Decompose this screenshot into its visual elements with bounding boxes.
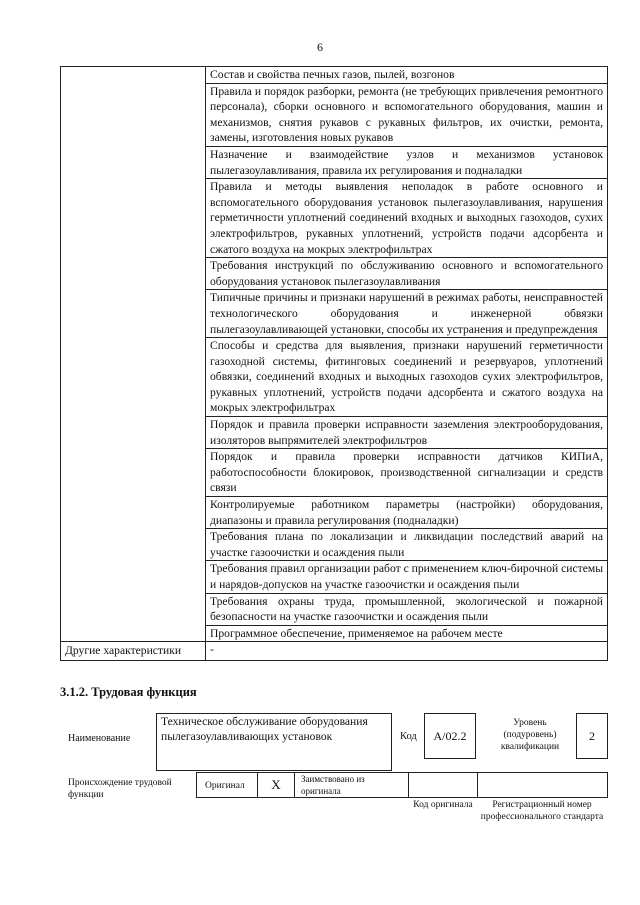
knowledge-item: Требования охраны труда, промышленной, экологической и пожарной безопасности на участке газоочистки и осаждения пыли — [206, 593, 608, 625]
level-label: Уровень (подуровень) квалификации — [500, 718, 560, 752]
reg-number-label: Регистрационный номер профессионального стандарта — [480, 800, 604, 822]
function-name-box: Техническое обслуживание оборудования пылегазоулавливающих установок — [156, 713, 392, 771]
knowledge-item: Программное обеспечение, применяемое на рабочем месте — [206, 625, 608, 642]
knowledge-item: Порядок и правила проверки исправности датчиков КИПиА, работоспособности блокировок, производственной сигнализации и средств связи — [206, 449, 608, 497]
knowledge-item: Требования правил организации работ с применением ключ-бирочной системы и нарядов-допусков на участке газоочистки и осаждения пыли — [206, 561, 608, 593]
requirements-table — [60, 66, 608, 661]
original-label: Оригинал — [205, 781, 245, 791]
code-original-label: Код оригинала — [413, 800, 473, 810]
original-mark: X — [271, 777, 281, 792]
knowledge-item: Требования плана по локализации и ликвидации последствий аварий на участке газоочистки и осаждения пыли — [206, 529, 608, 561]
section-title: 3.1.2. Трудовая функция — [60, 685, 197, 699]
reg-number-cell — [477, 772, 608, 798]
code-value-box: A/02.2 — [424, 713, 476, 759]
borrowed-label-cell — [294, 772, 409, 798]
table-row — [61, 67, 608, 84]
knowledge-item: Способы и средства для выявления, признаки нарушений герметичности газоходной системы, фитинговых соединений и резервуаров, уплотнений обвязки, соединений входных и выходных газоходов сухих электрофильтров, рукавных уплотнений, устройств подачи адсорбента и сжатого воздуха на мокрых электрофильтрах — [206, 338, 608, 417]
name-label: Наименование — [68, 733, 131, 744]
knowledge-item: Назначение и взаимодействие узлов и механизмов установок пылегазоулавливания, правила их регулирования и подналадки — [206, 146, 608, 178]
knowledge-item: Состав и свойства печных газов, пылей, возгонов — [206, 67, 608, 84]
table-row — [61, 642, 608, 661]
origin-label: Происхождение трудовой функции — [68, 778, 172, 800]
knowledge-item: Типичные причины и признаки нарушений в режимах работы, неисправностей технологического оборудования и инженерной обвязки пылегазоулавливающей установки, способы их устранения и предупреждения — [206, 290, 608, 338]
level-value-box: 2 — [576, 713, 608, 759]
code-label: Код — [400, 731, 417, 742]
other-characteristics-value: - — [206, 642, 608, 661]
page-number: 6 — [317, 40, 323, 54]
knowledge-item: Порядок и правила проверки исправности заземления электрооборудования, изоляторов выпрямителей электрофильтров — [206, 417, 608, 449]
original-label-cell — [196, 772, 258, 798]
other-characteristics-label: Другие характеристики — [61, 642, 206, 661]
knowledge-label-cell — [61, 67, 206, 642]
knowledge-item: Правила и методы выявления неполадок в работе основного и вспомогательного оборудования установок пылегазоулавливания, нарушения герметичности уплотнений соединений входных и выходных газоходов, сухих электрофильтров, рукавных уплотнений, устройств подачи адсорбента и сжатого воздуха на мокрых электрофильтрах — [206, 179, 608, 258]
original-mark-cell — [257, 772, 295, 798]
knowledge-item: Правила и порядок разборки, ремонта (не требующих привлечения ремонтного персонала), сборки основного и вспомогательного оборудования, машин и механизмов, снятия рукавов с рукавных фильтров, их очистки, ремонта, замены, изготовления новых рукавов — [206, 83, 608, 146]
code-original-cell — [408, 772, 478, 798]
knowledge-item: Контролируемые работником параметры (настройки) оборудования, диапазоны и правила регулирования (подналадки) — [206, 497, 608, 529]
borrowed-label: Заимствовано из оригинала — [301, 774, 365, 796]
knowledge-item: Требования инструкций по обслуживанию основного и вспомогательного оборудования установок пылегазоулавливания — [206, 258, 608, 290]
